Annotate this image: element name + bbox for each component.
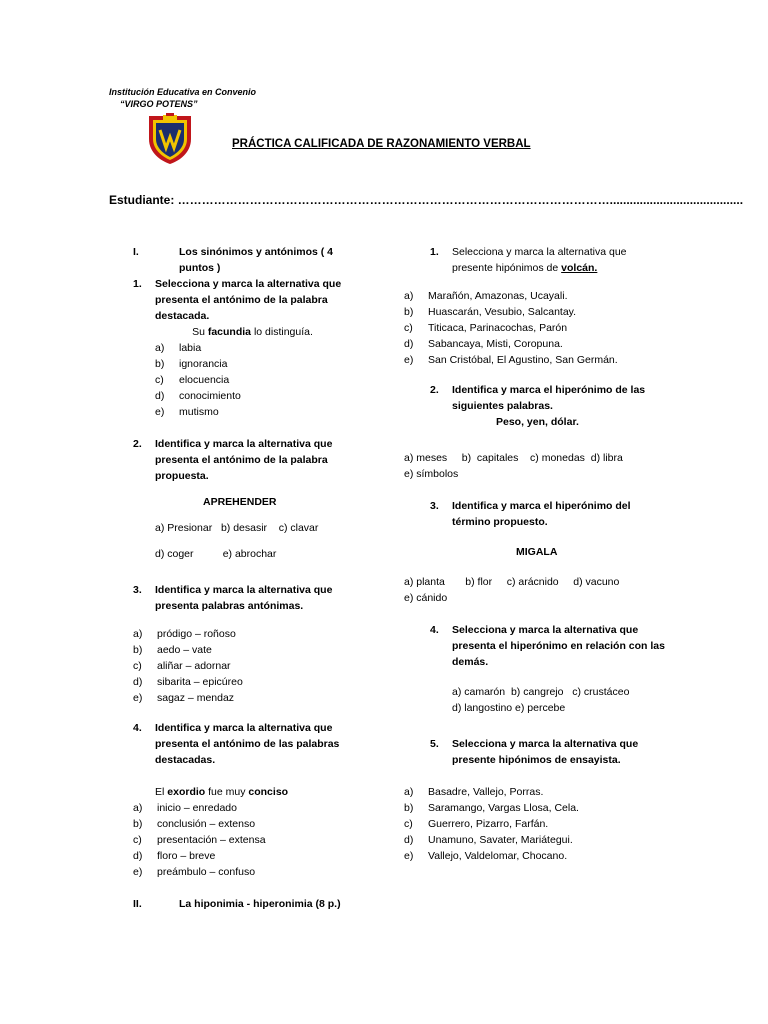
question-prompt: Identifica y marca la alternativa que presenta palabras antónimas.	[155, 584, 333, 612]
section-title: Los sinónimos y antónimos ( 4	[179, 246, 334, 258]
question-number: 2.	[133, 438, 142, 450]
option[interactable]: b) conclusión – extenso	[133, 818, 256, 830]
options-line[interactable]: e) símbolos	[404, 468, 459, 480]
question-number: 3.	[133, 584, 142, 596]
proposed-word: APREHENDER	[203, 496, 277, 508]
option[interactable]: e) sagaz – mendaz	[133, 692, 235, 704]
options-line[interactable]: a) meses b) capitales c) monedas d) libra	[404, 452, 623, 464]
options-line[interactable]: a) planta b) flor c) arácnido d) vacuno	[404, 576, 620, 588]
institution-name: Institución Educativa en Convenio	[109, 87, 257, 97]
question-r3	[430, 498, 666, 530]
question-r2	[430, 382, 666, 430]
option[interactable]: a) labia	[155, 342, 202, 354]
option[interactable]: e) San Cristóbal, El Agustino, San Germán.	[404, 354, 618, 366]
question-4	[133, 720, 368, 800]
option[interactable]: c) Titicaca, Parinacochas, Parón	[404, 322, 568, 334]
option[interactable]: a) pródigo – roñoso	[133, 628, 236, 640]
question-r5	[430, 736, 666, 768]
option[interactable]: d) floro – breve	[133, 850, 216, 862]
options-line[interactable]: e) cánido	[404, 592, 448, 604]
options-list	[404, 784, 666, 864]
question-number: 4.	[133, 722, 142, 734]
question-3	[133, 582, 368, 614]
proposed-words: Peso, yen, dólar.	[496, 416, 579, 428]
highlighted-word: conciso	[248, 786, 289, 798]
option[interactable]: e) preámbulo – confuso	[133, 866, 256, 878]
options-list	[133, 626, 368, 706]
question-prompt: Selecciona y marca la alternativa que presenta el hiperónimo en relación con las demás.	[452, 624, 665, 668]
question-1	[133, 276, 368, 420]
option[interactable]: d) Unamuno, Savater, Mariátegui.	[404, 834, 573, 846]
option[interactable]: c) aliñar – adornar	[133, 660, 231, 672]
question-prompt: Selecciona y marca la alternativa que presenta el antónimo de la palabra destacada.	[155, 278, 342, 322]
question-number: 5.	[430, 738, 439, 750]
question-r4	[430, 622, 666, 716]
proposed-word: MIGALA	[516, 546, 558, 558]
option[interactable]: c) presentación – extensa	[133, 834, 266, 846]
left-column	[133, 244, 368, 912]
options-line[interactable]: a) camarón b) cangrejo c) crustáceo	[452, 686, 630, 698]
question-number: 1.	[133, 278, 142, 290]
question-sentence: Su facundia lo distinguía.	[192, 326, 313, 338]
option[interactable]: a) inicio – enredado	[133, 802, 237, 814]
question-prompt: Identifica y marca el hiperónimo del término propuesto.	[452, 500, 631, 528]
options-line[interactable]: d) langostino e) percebe	[452, 702, 566, 714]
section-title: La hiponimia - hiperonimia (8 p.)	[179, 898, 341, 910]
option[interactable]: e) Vallejo, Valdelomar, Chocano.	[404, 850, 568, 862]
school-shield-logo	[147, 113, 193, 165]
question-prompt: Selecciona y marca la alternativa que presente hipónimos de volcán.	[452, 246, 627, 274]
right-column	[404, 244, 666, 864]
question-prompt: Identifica y marca la alternativa que presenta el antónimo de la palabra propuesta.	[155, 438, 333, 482]
options-list	[133, 800, 368, 880]
section-number: II.	[133, 898, 142, 910]
question-sentence: El exordio fue muy conciso	[155, 786, 289, 798]
option[interactable]: c) Guerrero, Pizarro, Farfán.	[404, 818, 549, 830]
section-1-heading	[133, 244, 368, 276]
highlighted-word: facundia	[207, 326, 252, 338]
page-title: PRÁCTICA CALIFICADA DE RAZONAMIENTO VERBAL	[232, 138, 531, 150]
option[interactable]: a) Basadre, Vallejo, Porras.	[404, 786, 544, 798]
option[interactable]: d) conocimiento	[155, 390, 241, 402]
question-number: 2.	[430, 384, 439, 396]
question-r1	[430, 244, 666, 276]
option[interactable]: d) Sabancaya, Misti, Coropuna.	[404, 338, 563, 350]
question-number: 1.	[430, 246, 439, 258]
option[interactable]: d) sibarita – epicúreo	[133, 676, 243, 688]
student-name-line: Estudiante: ………………………………………………………………………………………………........................................	[109, 193, 744, 207]
institution-header	[109, 86, 256, 110]
section-title: puntos )	[179, 262, 221, 274]
option[interactable]: c) elocuencia	[155, 374, 230, 386]
option[interactable]: a) Marañón, Amazonas, Ucayali.	[404, 290, 568, 302]
option[interactable]: b) ignorancia	[155, 358, 228, 370]
options-line[interactable]: a) Presionar b) desasir c) clavar	[155, 522, 319, 534]
question-number: 3.	[430, 500, 439, 512]
question-prompt: Identifica y marca el hiperónimo de las siguientes palabras.	[452, 384, 646, 412]
highlighted-word: exordio	[167, 786, 206, 798]
option[interactable]: b) Saramango, Vargas Llosa, Cela.	[404, 802, 579, 814]
option[interactable]: b) Huascarán, Vesubio, Salcantay.	[404, 306, 577, 318]
option[interactable]: b) aedo – vate	[133, 644, 212, 656]
question-prompt: Selecciona y marca la alternativa que presente hipónimos de ensayista.	[452, 738, 639, 766]
question-prompt: Identifica y marca la alternativa que presenta el antónimo de las palabras destacadas.	[155, 722, 340, 766]
section-2-heading	[133, 896, 368, 912]
section-number: I.	[133, 246, 139, 258]
question-2	[133, 436, 368, 562]
question-number: 4.	[430, 624, 439, 636]
highlighted-word: volcán.	[561, 262, 598, 274]
options-list	[404, 288, 666, 368]
option[interactable]: e) mutismo	[155, 406, 219, 418]
options-line[interactable]: d) coger e) abrochar	[155, 548, 277, 560]
options-list	[155, 340, 368, 420]
institution-motto: “VIRGO POTENS”	[120, 99, 198, 109]
